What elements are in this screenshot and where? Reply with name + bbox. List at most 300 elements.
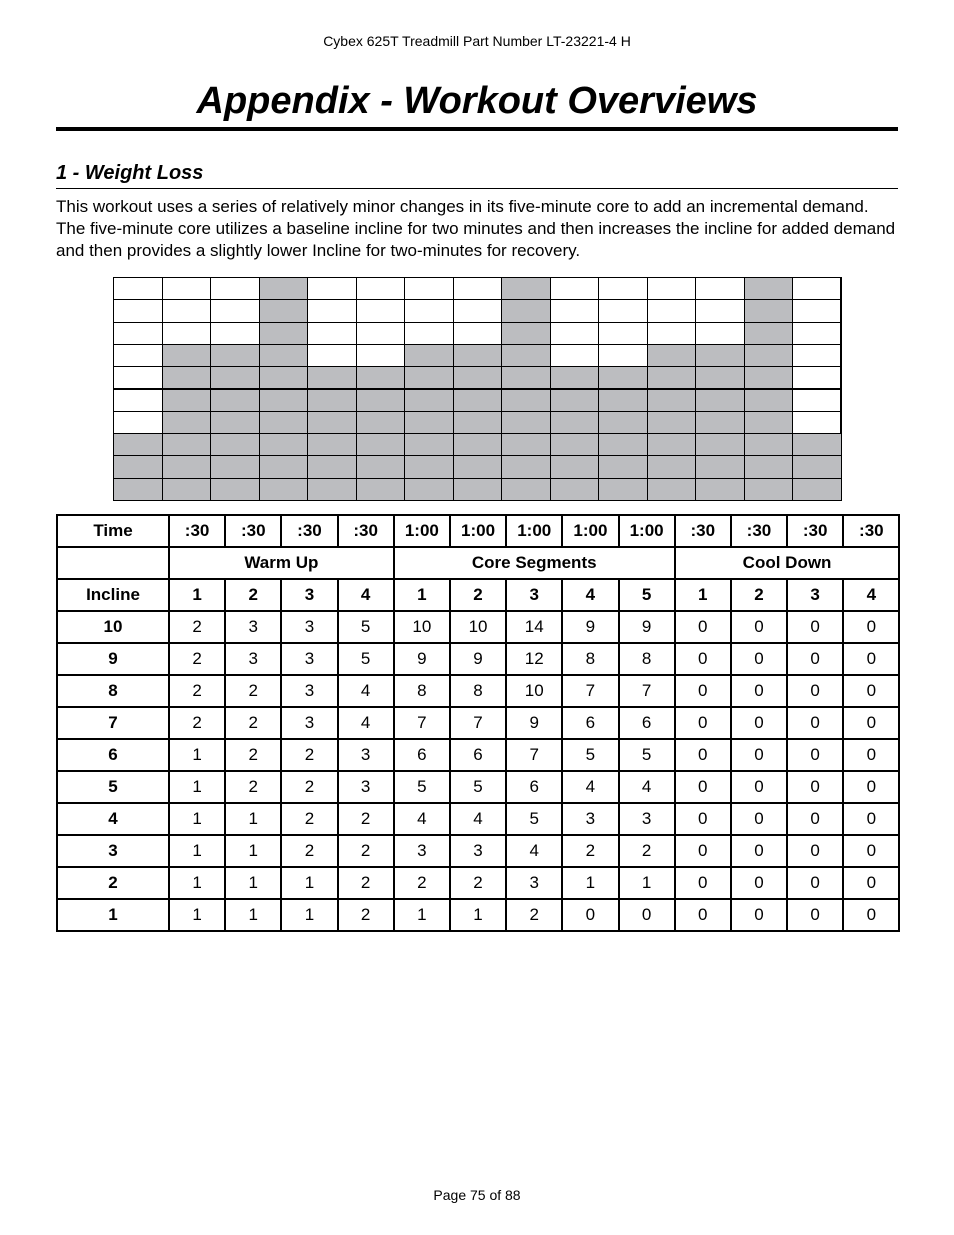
profile-cell <box>550 366 600 389</box>
profile-cell <box>647 478 697 501</box>
value-cell: 14 <box>506 611 562 643</box>
value-cell: 4 <box>338 675 394 707</box>
value-cell: 3 <box>619 803 675 835</box>
profile-cell <box>259 366 309 389</box>
page-title: Appendix - Workout Overviews <box>196 80 758 122</box>
value-cell: 9 <box>506 707 562 739</box>
document-header: Cybex 625T Treadmill Part Number LT-23221-4 H <box>323 33 631 49</box>
group-header: Core Segments <box>394 547 675 579</box>
value-cell: 2 <box>338 803 394 835</box>
profile-cell <box>647 277 697 300</box>
value-cell: 3 <box>225 611 281 643</box>
value-cell: 0 <box>675 771 731 803</box>
profile-cell <box>404 433 454 456</box>
time-cell: 1:00 <box>450 515 506 547</box>
value-cell: 10 <box>450 611 506 643</box>
profile-cell <box>307 389 357 412</box>
profile-cell <box>162 277 212 300</box>
value-cell: 0 <box>675 899 731 931</box>
section-heading: 1 - Weight Loss <box>56 162 204 184</box>
level-row <box>57 643 899 675</box>
profile-cell <box>162 299 212 322</box>
profile-cell <box>113 322 163 345</box>
value-cell: 5 <box>562 739 618 771</box>
value-cell: 10 <box>506 675 562 707</box>
value-cell: 3 <box>562 803 618 835</box>
profile-cell <box>404 411 454 434</box>
level-row <box>57 707 899 739</box>
value-cell: 8 <box>57 675 169 707</box>
incline-header-cell: 2 <box>450 579 506 611</box>
profile-cell <box>453 299 503 322</box>
time-cell: Time <box>57 515 169 547</box>
profile-cell <box>259 322 309 345</box>
value-cell: 0 <box>731 771 787 803</box>
value-cell: 7 <box>506 739 562 771</box>
value-cell: 2 <box>562 835 618 867</box>
value-cell: 6 <box>394 739 450 771</box>
value-cell: 7 <box>394 707 450 739</box>
value-cell: 1 <box>169 739 225 771</box>
value-cell: 0 <box>787 803 843 835</box>
incline-header-cell: 1 <box>394 579 450 611</box>
value-cell: 4 <box>506 835 562 867</box>
profile-cell <box>453 455 503 478</box>
time-cell: :30 <box>169 515 225 547</box>
value-cell: 7 <box>57 707 169 739</box>
profile-cell <box>598 389 648 412</box>
section-intro: This workout uses a series of relatively minor changes in its five-minute core to add an incremental demand. The five-minute core utilizes a baseline incline for two minutes and then increases the incline for added demand and then provides a slightly lower Incline for two-minutes for recovery. <box>56 197 896 260</box>
profile-cell <box>307 366 357 389</box>
profile-cell <box>210 389 260 412</box>
value-cell: 9 <box>450 643 506 675</box>
value-cell: 1 <box>281 899 337 931</box>
profile-cell <box>259 478 309 501</box>
value-cell: 2 <box>169 675 225 707</box>
incline-header-cell: 3 <box>787 579 843 611</box>
incline-header-cell: Incline <box>57 579 169 611</box>
profile-cell <box>792 322 842 345</box>
profile-cell <box>744 389 794 412</box>
value-cell: 0 <box>619 899 675 931</box>
value-cell: 0 <box>731 675 787 707</box>
profile-cell <box>307 433 357 456</box>
profile-cell <box>647 455 697 478</box>
profile-cell <box>113 478 163 501</box>
value-cell: 9 <box>619 611 675 643</box>
value-cell: 1 <box>562 867 618 899</box>
value-cell: 0 <box>731 867 787 899</box>
value-cell: 1 <box>225 867 281 899</box>
profile-cell <box>356 389 406 412</box>
level-row <box>57 611 899 643</box>
profile-cell <box>210 433 260 456</box>
value-cell: 7 <box>562 675 618 707</box>
profile-cell <box>598 478 648 501</box>
level-row <box>57 803 899 835</box>
value-cell: 1 <box>225 899 281 931</box>
incline-header-cell: 1 <box>169 579 225 611</box>
profile-cell <box>113 433 163 456</box>
profile-cell <box>259 277 309 300</box>
value-cell: 1 <box>169 867 225 899</box>
page-number: Page 75 of 88 <box>433 1187 521 1203</box>
value-cell: 6 <box>619 707 675 739</box>
value-cell: 3 <box>394 835 450 867</box>
profile-cell <box>162 455 212 478</box>
profile-cell <box>598 455 648 478</box>
profile-cell <box>404 299 454 322</box>
profile-cell <box>307 322 357 345</box>
value-cell: 2 <box>450 867 506 899</box>
profile-cell <box>550 322 600 345</box>
value-cell: 0 <box>787 835 843 867</box>
value-cell: 5 <box>450 771 506 803</box>
time-cell: 1:00 <box>619 515 675 547</box>
profile-cell <box>695 277 745 300</box>
value-cell: 2 <box>281 739 337 771</box>
value-cell: 2 <box>281 835 337 867</box>
value-cell: 1 <box>619 867 675 899</box>
profile-cell <box>453 322 503 345</box>
profile-cell <box>647 344 697 367</box>
group-row <box>57 547 899 579</box>
level-row <box>57 739 899 771</box>
value-cell: 0 <box>843 643 899 675</box>
incline-header-cell: 1 <box>675 579 731 611</box>
profile-cell <box>210 411 260 434</box>
profile-cell <box>598 277 648 300</box>
value-cell: 1 <box>225 835 281 867</box>
value-cell: 5 <box>506 803 562 835</box>
value-cell: 2 <box>225 675 281 707</box>
profile-cell <box>695 322 745 345</box>
profile-cell <box>453 389 503 412</box>
value-cell: 0 <box>787 675 843 707</box>
value-cell: 6 <box>450 739 506 771</box>
value-cell: 1 <box>281 867 337 899</box>
profile-cell <box>501 478 551 501</box>
incline-header-cell: 4 <box>843 579 899 611</box>
time-row <box>57 515 899 547</box>
value-cell: 3 <box>338 771 394 803</box>
incline-header-cell: 5 <box>619 579 675 611</box>
profile-cell <box>744 344 794 367</box>
value-cell: 3 <box>57 835 169 867</box>
value-cell: 2 <box>281 771 337 803</box>
value-cell: 0 <box>843 835 899 867</box>
value-cell: 0 <box>787 899 843 931</box>
value-cell: 6 <box>562 707 618 739</box>
profile-cell <box>162 389 212 412</box>
level-row <box>57 899 899 931</box>
profile-cell <box>113 344 163 367</box>
profile-cell <box>113 299 163 322</box>
profile-cell <box>404 344 454 367</box>
profile-cell <box>792 389 842 412</box>
profile-cell <box>501 322 551 345</box>
value-cell: 0 <box>675 707 731 739</box>
profile-cell <box>404 478 454 501</box>
value-cell: 2 <box>338 867 394 899</box>
value-cell: 2 <box>619 835 675 867</box>
time-cell: :30 <box>675 515 731 547</box>
profile-cell <box>501 389 551 412</box>
profile-cell <box>210 277 260 300</box>
profile-cell <box>259 299 309 322</box>
profile-cell <box>404 366 454 389</box>
value-cell: 3 <box>450 835 506 867</box>
value-cell: 4 <box>619 771 675 803</box>
profile-cell <box>356 366 406 389</box>
value-cell: 5 <box>338 611 394 643</box>
profile-cell <box>210 322 260 345</box>
value-cell: 0 <box>787 643 843 675</box>
profile-cell <box>792 277 842 300</box>
profile-cell <box>647 433 697 456</box>
time-cell: :30 <box>787 515 843 547</box>
value-cell: 1 <box>169 899 225 931</box>
profile-cell <box>210 299 260 322</box>
profile-cell <box>356 322 406 345</box>
profile-cell <box>162 322 212 345</box>
profile-cell <box>356 455 406 478</box>
value-cell: 4 <box>338 707 394 739</box>
incline-row <box>57 579 899 611</box>
profile-cell <box>259 455 309 478</box>
profile-cell <box>695 478 745 501</box>
value-cell: 1 <box>57 899 169 931</box>
time-cell: 1:00 <box>562 515 618 547</box>
incline-header-cell: 4 <box>562 579 618 611</box>
profile-cell <box>550 344 600 367</box>
value-cell: 4 <box>57 803 169 835</box>
profile-cell <box>307 277 357 300</box>
value-cell: 0 <box>731 643 787 675</box>
profile-cell <box>550 478 600 501</box>
value-cell: 0 <box>562 899 618 931</box>
profile-cell <box>744 322 794 345</box>
group-header: Cool Down <box>675 547 900 579</box>
profile-cell <box>356 433 406 456</box>
profile-cell <box>113 455 163 478</box>
value-cell: 12 <box>506 643 562 675</box>
value-cell: 0 <box>787 867 843 899</box>
value-cell: 0 <box>731 899 787 931</box>
profile-cell <box>307 455 357 478</box>
value-cell: 3 <box>281 643 337 675</box>
profile-cell <box>453 366 503 389</box>
profile-cell <box>744 299 794 322</box>
profile-cell <box>744 366 794 389</box>
profile-cell <box>695 344 745 367</box>
value-cell: 9 <box>57 643 169 675</box>
profile-cell <box>404 277 454 300</box>
value-cell: 5 <box>338 643 394 675</box>
profile-cell <box>501 455 551 478</box>
value-cell: 0 <box>787 611 843 643</box>
value-cell: 2 <box>506 899 562 931</box>
profile-cell <box>550 411 600 434</box>
value-cell: 2 <box>169 611 225 643</box>
value-cell: 2 <box>169 707 225 739</box>
profile-cell <box>404 389 454 412</box>
profile-cell <box>162 433 212 456</box>
value-cell: 0 <box>731 835 787 867</box>
value-cell: 0 <box>675 867 731 899</box>
profile-cell <box>307 478 357 501</box>
value-cell: 2 <box>338 899 394 931</box>
profile-cell <box>501 411 551 434</box>
profile-cell <box>598 322 648 345</box>
value-cell: 0 <box>731 739 787 771</box>
value-cell: 0 <box>843 899 899 931</box>
profile-cell <box>210 455 260 478</box>
value-cell: 9 <box>562 611 618 643</box>
value-cell: 0 <box>731 707 787 739</box>
value-cell: 3 <box>281 675 337 707</box>
time-cell: :30 <box>225 515 281 547</box>
value-cell: 4 <box>450 803 506 835</box>
profile-cell <box>501 366 551 389</box>
value-cell: 6 <box>57 739 169 771</box>
profile-cell <box>259 344 309 367</box>
profile-cell <box>259 433 309 456</box>
profile-cell <box>598 411 648 434</box>
profile-cell <box>695 455 745 478</box>
profile-cell <box>792 366 842 389</box>
profile-cell <box>113 389 163 412</box>
value-cell: 2 <box>225 739 281 771</box>
value-cell: 0 <box>675 611 731 643</box>
profile-cell <box>792 411 842 434</box>
profile-cell <box>792 478 842 501</box>
profile-cell <box>744 455 794 478</box>
value-cell: 1 <box>394 899 450 931</box>
profile-cell <box>695 366 745 389</box>
profile-cell <box>647 389 697 412</box>
value-cell: 0 <box>675 675 731 707</box>
time-cell: :30 <box>281 515 337 547</box>
profile-cell <box>695 389 745 412</box>
value-cell: 2 <box>57 867 169 899</box>
value-cell: 0 <box>843 771 899 803</box>
profile-cell <box>162 411 212 434</box>
value-cell: 0 <box>787 739 843 771</box>
section-divider <box>56 188 898 189</box>
profile-cell <box>550 389 600 412</box>
group-header: Warm Up <box>169 547 394 579</box>
incline-header-cell: 4 <box>338 579 394 611</box>
value-cell: 10 <box>394 611 450 643</box>
time-cell: :30 <box>731 515 787 547</box>
level-row <box>57 771 899 803</box>
incline-header-cell: 2 <box>731 579 787 611</box>
profile-cell <box>356 277 406 300</box>
value-cell: 8 <box>450 675 506 707</box>
profile-cell <box>210 344 260 367</box>
value-cell: 0 <box>843 867 899 899</box>
profile-cell <box>453 411 503 434</box>
profile-cell <box>307 344 357 367</box>
value-cell: 1 <box>169 835 225 867</box>
value-cell: 1 <box>169 803 225 835</box>
profile-cell <box>792 433 842 456</box>
profile-cell <box>647 411 697 434</box>
value-cell: 8 <box>394 675 450 707</box>
profile-cell <box>792 455 842 478</box>
value-cell: 0 <box>675 643 731 675</box>
profile-cell <box>501 277 551 300</box>
value-cell: 0 <box>843 611 899 643</box>
profile-cell <box>162 478 212 501</box>
value-cell: 8 <box>619 643 675 675</box>
value-cell: 10 <box>57 611 169 643</box>
profile-cell <box>356 344 406 367</box>
profile-cell <box>695 433 745 456</box>
incline-header-cell: 2 <box>225 579 281 611</box>
value-cell: 2 <box>338 835 394 867</box>
profile-cell <box>259 411 309 434</box>
value-cell: 2 <box>169 643 225 675</box>
value-cell: 7 <box>450 707 506 739</box>
title-divider <box>56 127 898 131</box>
profile-cell <box>744 411 794 434</box>
value-cell: 0 <box>843 675 899 707</box>
value-cell: 1 <box>169 771 225 803</box>
profile-cell <box>744 277 794 300</box>
profile-cell <box>259 389 309 412</box>
profile-cell <box>550 455 600 478</box>
profile-cell <box>695 411 745 434</box>
value-cell: 0 <box>843 803 899 835</box>
level-row <box>57 675 899 707</box>
value-cell: 8 <box>562 643 618 675</box>
value-cell: 4 <box>562 771 618 803</box>
value-cell: 5 <box>57 771 169 803</box>
profile-cell <box>598 344 648 367</box>
profile-cell <box>744 478 794 501</box>
value-cell: 4 <box>394 803 450 835</box>
time-cell: :30 <box>843 515 899 547</box>
profile-cell <box>113 277 163 300</box>
profile-cell <box>744 433 794 456</box>
profile-cell <box>550 277 600 300</box>
incline-header-cell: 3 <box>506 579 562 611</box>
value-cell: 2 <box>225 771 281 803</box>
profile-cell <box>453 433 503 456</box>
profile-cell <box>162 366 212 389</box>
profile-cell <box>501 299 551 322</box>
profile-cell <box>501 344 551 367</box>
value-cell: 2 <box>394 867 450 899</box>
profile-cell <box>356 411 406 434</box>
profile-cell <box>210 478 260 501</box>
profile-cell <box>404 455 454 478</box>
value-cell: 3 <box>225 643 281 675</box>
value-cell: 3 <box>506 867 562 899</box>
profile-cell <box>647 299 697 322</box>
value-cell: 0 <box>843 739 899 771</box>
value-cell: 9 <box>394 643 450 675</box>
profile-cell <box>453 344 503 367</box>
profile-cell <box>453 478 503 501</box>
profile-cell <box>550 299 600 322</box>
profile-cell <box>453 277 503 300</box>
time-cell: 1:00 <box>394 515 450 547</box>
value-cell: 5 <box>619 739 675 771</box>
value-cell: 0 <box>787 707 843 739</box>
